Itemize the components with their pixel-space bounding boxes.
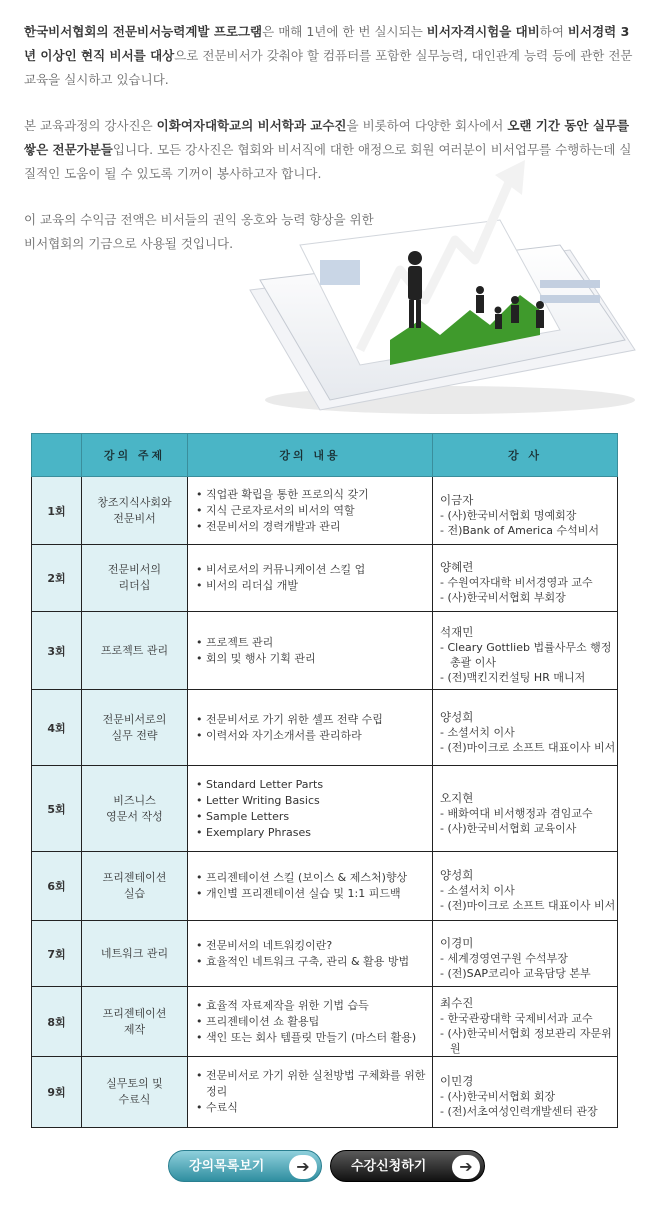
instructor-detail: - (사)한국비서협회 부회장 [440,591,566,604]
content-item: • 직업관 확립을 통한 프로의식 갖기 [196,487,432,503]
topic-line: 창조지식사회와 [97,495,172,509]
instructor-detail: - (전)마이크로 소프트 대표이사 비서 [440,740,616,754]
session-number: 1회 [32,477,82,545]
table-row [32,921,618,987]
content-item: • 전문비서로 가기 위한 실천방법 구체화를 위한 정리 [196,1068,432,1100]
instructor-detail: - 한국관광대학 국제비서과 교수 [440,1012,593,1025]
instructor-detail: - (전)SAP코리아 교육담당 본부 [440,966,591,980]
content-item: • 효율적인 네트워크 구축, 관리 & 활용 방법 [196,954,432,970]
session-instructor [433,987,618,1057]
header-content: 강의 내용 [188,434,433,477]
instructor-detail: - 소셜서치 이사 [440,725,515,739]
session-topic [82,612,188,690]
intro-text-segment: 한국비서협회의 전문비서능력계발 프로그램 [24,24,263,39]
session-topic [82,852,188,921]
table-row [32,766,618,852]
intro-text-segment: 하여 [539,24,568,39]
session-number: 4회 [32,690,82,766]
session-number: 2회 [32,545,82,612]
table-header-row [32,434,618,477]
session-instructor [433,477,618,545]
content-list [196,777,432,841]
course-schedule-table [31,433,618,1128]
session-content [188,612,433,690]
session-number: 6회 [32,852,82,921]
instructor-name: 오지현 [440,790,474,805]
session-instructor [433,766,618,852]
intro-text-segment: 입니다. 모든 강사진은 협회와 비서직에 대한 애정으로 회원 여러분이 비서업무를 수행하는데 실질적인 도움이 될 수 있도록 기꺼이 봉사하고자 합니다. [24,142,632,181]
apply-course-label: 수강신청하기 [351,1159,427,1174]
intro-text-segment: 이화여자대학교의 비서학과 교수진 [156,118,347,133]
instructor-detail: - 세계경영연구원 수석부장 [440,951,568,965]
course-list-button[interactable] [168,1150,322,1182]
instructor-name: 이경미 [440,935,474,950]
session-topic [82,477,188,545]
instructor-detail: - (사)한국비서협회 교육이사 [440,821,577,835]
content-list [196,870,432,902]
table-row [32,987,618,1057]
topic-line: 실무토의 및 [106,1077,163,1090]
header-instructor: 강 사 [433,434,618,477]
content-item: • 효율적 자료제작을 위한 기법 습득 [196,998,432,1014]
topic-line: 전문비서 [113,511,156,525]
content-list [196,938,432,970]
topic-line: 프리젠테이션 [102,1006,167,1020]
table-row [32,1057,618,1128]
session-instructor [433,612,618,690]
content-list [196,712,432,744]
content-item: • 색인 또는 회사 템플릿 만들기 (마스터 활용) [196,1030,432,1046]
instructor-detail: - (전)서초여성인력개발센터 관장 [440,1105,598,1118]
session-topic [82,987,188,1057]
session-number: 5회 [32,766,82,852]
session-content [188,987,433,1057]
content-item: • 이력서와 자기소개서를 관리하라 [196,728,432,744]
intro-text-segment: 비서경력 3년 이상인 현직 비서를 대상 [24,24,630,63]
instructor-name: 양성희 [440,709,474,724]
course-list-label: 강의목록보기 [189,1159,265,1174]
arrow-right-icon: ➔ [289,1155,317,1179]
content-list [196,998,432,1046]
topic-line: 실무 전략 [111,728,158,742]
content-item: • Sample Letters [196,809,432,825]
topic-line: 실습 [123,887,146,900]
header-topic: 강의 주제 [82,434,188,477]
table-row [32,545,618,612]
intro-p3-line1: 이 교육의 수익금 전액은 비서들의 권익 옹호와 능력 향상을 위한 [24,212,374,227]
intro-p3-line2: 비서협회의 기금으로 사용될 것입니다. [24,236,234,251]
instructor-name: 석재민 [440,625,474,639]
intro-text-segment: 으로 전문비서가 갖춰야 할 컴퓨터를 포함한 실무능력, 대인관계 능력 등에 관한 전문 교육을 실시하고 있습니다. [24,48,633,87]
topic-line: 프리젠테이션 [102,871,167,884]
session-number: 9회 [32,1057,82,1128]
instructor-detail: - 수원여자대학 비서경영과 교수 [440,576,593,589]
content-item: • Exemplary Phrases [196,825,432,841]
topic-line: 네트워크 관리 [100,946,169,960]
session-topic [82,690,188,766]
instructor-detail: - (사)한국비서협회 회장 [440,1090,556,1103]
session-content [188,852,433,921]
intro-text-segment: 오랜 기간 동안 실무를 쌓은 전문가분들 [24,118,630,157]
instructor-name: 이금자 [440,492,474,507]
intro-text-segment: 은 매해 1년에 한 번 실시되는 [262,24,427,39]
instructor-name: 최수진 [440,996,474,1010]
apply-course-button[interactable] [330,1150,485,1182]
session-number: 3회 [32,612,82,690]
instructor-detail: - 전)Bank of America 수석비서 [440,523,599,537]
instructor-detail: - (사)한국비서협회 명예회장 [440,508,577,522]
intro-text-segment: 본 교육과정의 강사진은 [24,118,157,133]
session-instructor [433,852,618,921]
content-item: • 전문비서의 네트워킹이란? [196,938,432,954]
instructor-name: 양혜련 [440,560,474,574]
topic-line: 프로젝트 관리 [100,643,169,657]
session-instructor [433,690,618,766]
session-content [188,545,433,612]
content-item: • 프리젠테이션 스킬 (보이스 & 제스처)향상 [196,870,432,886]
topic-line: 제작 [123,1022,146,1036]
content-item: • 수료식 [196,1100,432,1116]
session-instructor [433,921,618,987]
intro-text-segment: 을 비롯하여 다양한 회사에서 [346,118,508,133]
instructor-detail: - Cleary Gottlieb 법률사무소 행정총괄 이사 [440,641,612,669]
content-item: • 프리젠테이션 쇼 활용팁 [196,1014,432,1030]
session-topic [82,921,188,987]
content-item: • Letter Writing Basics [196,793,432,809]
content-item: • 개인별 프리젠테이션 실습 및 1:1 피드백 [196,886,432,902]
intro-text-segment: 비서자격시험을 대비 [426,24,540,39]
topic-line: 전문비서의 [107,563,162,576]
table-row [32,690,618,766]
content-item: • 비서의 리더십 개발 [196,578,432,594]
topic-line: 리더십 [118,579,151,592]
action-buttons [168,1150,488,1184]
content-item: • Standard Letter Parts [196,777,432,793]
session-content [188,477,433,545]
content-item: • 전문비서로 가기 위한 셀프 전략 수립 [196,712,432,728]
arrow-right-icon: ➔ [452,1155,480,1179]
content-item: • 프로젝트 관리 [196,635,432,651]
content-item: • 회의 및 행사 기획 관리 [196,651,432,667]
instructor-detail: - 소셜서치 이사 [440,884,515,897]
header-number [32,434,82,477]
instructor-detail: - (전)마이크로 소프트 대표이사 비서 [440,899,616,912]
session-content [188,1057,433,1128]
topic-line: 영문서 작성 [106,809,163,823]
content-list [196,487,432,535]
content-list [196,635,432,667]
session-topic [82,766,188,852]
session-topic [82,1057,188,1128]
session-content [188,690,433,766]
content-item: • 전문비서의 경력개발과 관리 [196,519,432,535]
table-row [32,612,618,690]
intro-paragraph-1 [24,20,636,92]
session-content [188,766,433,852]
content-list [196,1068,432,1116]
content-item: • 비서로서의 커뮤니케이션 스킬 업 [196,562,432,578]
session-content [188,921,433,987]
instructor-name: 양성희 [440,868,474,882]
content-item: • 지식 근로자로서의 비서의 역할 [196,503,432,519]
session-instructor [433,545,618,612]
topic-line: 비즈니스 [113,793,156,807]
table-row [32,477,618,545]
session-topic [82,545,188,612]
instructor-detail: - (사)한국비서협회 정보관리 자문위원 [440,1027,612,1055]
session-number: 8회 [32,987,82,1057]
instructor-detail: - (전)맥킨지컨설팅 HR 매니저 [440,671,586,684]
content-list [196,562,432,594]
instructor-detail: - 배화여대 비서행정과 겸임교수 [440,806,593,820]
topic-line: 수료식 [118,1093,151,1106]
topic-line: 전문비서로의 [102,712,167,726]
session-instructor [433,1057,618,1128]
instructor-name: 이민경 [440,1074,474,1088]
business-growth-illustration [240,150,640,420]
session-number: 7회 [32,921,82,987]
table-row [32,852,618,921]
